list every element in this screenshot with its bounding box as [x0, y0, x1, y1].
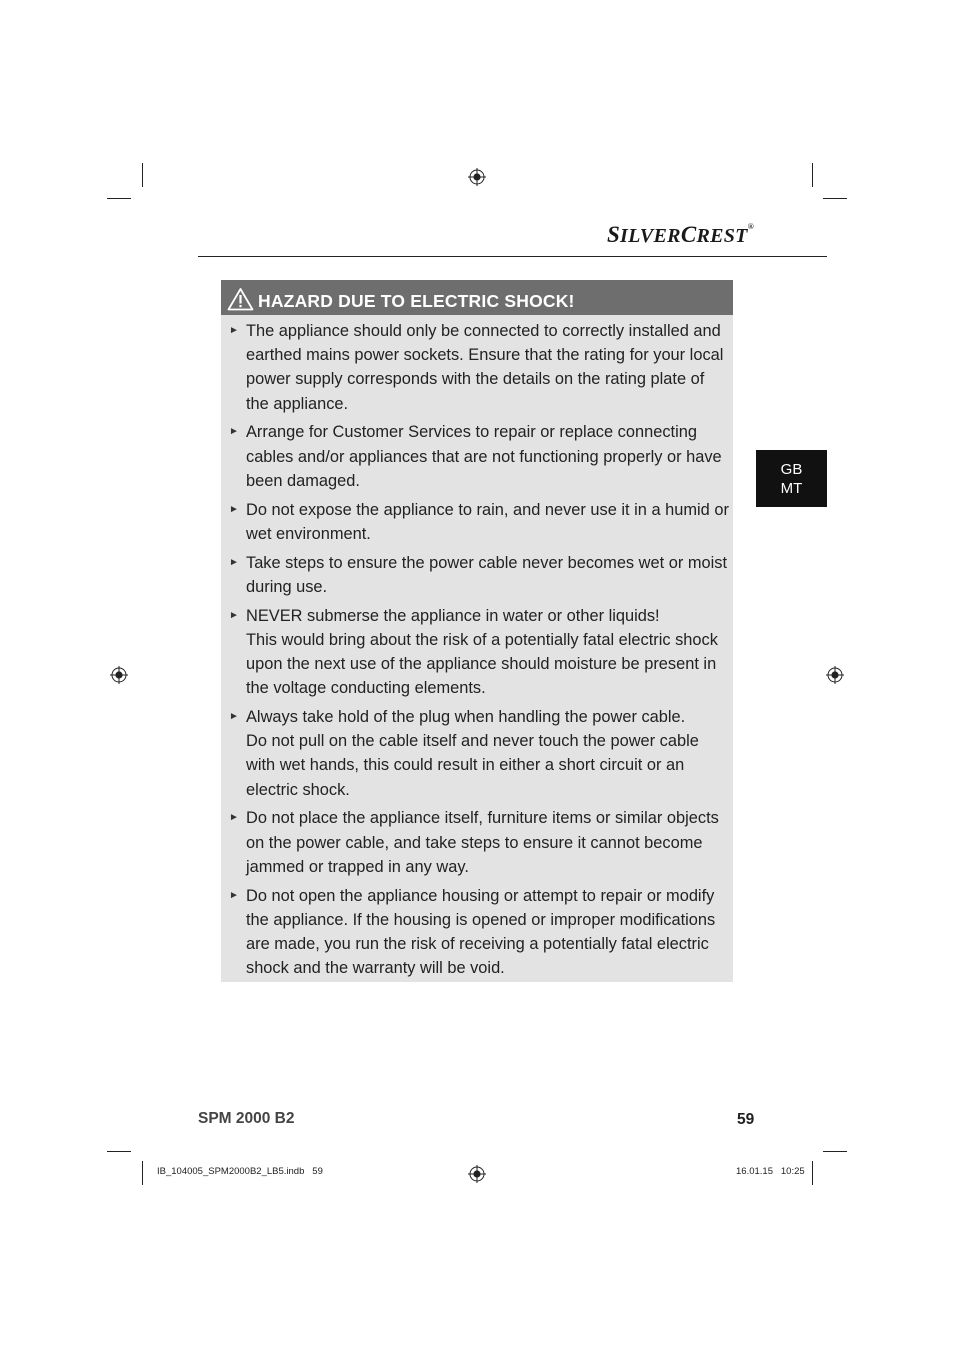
list-item: ► Do not open the appliance housing or attempt to repair or modify the appliance. If the housing is opened or improper modifications are made, you run the risk of receiving a potentially fatal electric shock and the warranty will be void. — [221, 884, 733, 981]
warning-list — [221, 315, 733, 980]
model-name: SPM 2000 B2 — [198, 1110, 295, 1127]
page-number: 59 — [737, 1111, 755, 1128]
arrow-bullet-icon: ► — [229, 609, 239, 621]
crop-mark — [823, 198, 847, 199]
list-item: ► Do not expose the appliance to rain, and never use it in a humid or wet environment. — [221, 498, 733, 546]
list-item: ► Take steps to ensure the power cable never becomes wet or moist during use. — [221, 551, 733, 599]
arrow-bullet-icon: ► — [229, 812, 239, 824]
crop-mark — [142, 163, 143, 187]
header-rule — [198, 256, 827, 257]
list-item: ► NEVER submerse the appliance in water or other liquids! This would bring about the risk of a potentially fatal electric shock upon the next use of the appliance should moisture be present in the voltage conducting elements. — [221, 604, 733, 701]
arrow-bullet-icon: ► — [229, 711, 239, 723]
arrow-bullet-icon: ► — [229, 503, 239, 515]
language-tab: GB MT — [756, 450, 827, 507]
crop-mark — [107, 198, 131, 199]
registration-mark-icon — [110, 666, 128, 684]
registration-mark-icon — [468, 1165, 486, 1183]
list-item: ► Do not place the appliance itself, furniture items or similar objects on the power cable, and take steps to ensure it cannot become jammed or trapped in any way. — [221, 806, 733, 879]
list-item: ► The appliance should only be connected to correctly installed and earthed mains power sockets. Ensure that the rating for your local power supply corresponds with the details on the rating plate of the appliance. — [221, 319, 733, 416]
crop-mark — [823, 1151, 847, 1152]
print-slug-file: IB_104005_SPM2000B2_LB5.indb 59 — [157, 1166, 323, 1177]
warning-header — [221, 280, 733, 315]
list-item: ► Always take hold of the plug when handling the power cable. Do not pull on the cable itself and never touch the power cable with wet hands, this could result in either a short circuit or an electric shock. — [221, 705, 733, 802]
warning-box — [221, 280, 733, 982]
crop-mark — [107, 1151, 131, 1152]
arrow-bullet-icon: ► — [229, 556, 239, 568]
list-item: ► Arrange for Customer Services to repair or replace connecting cables and/or appliances that are not functioning properly or have been damaged. — [221, 420, 733, 493]
arrow-bullet-icon: ► — [229, 325, 239, 336]
brand-logo: SILVERCREST® — [606, 222, 754, 247]
arrow-bullet-icon: ► — [229, 889, 239, 901]
crop-mark — [812, 163, 813, 187]
print-slug-date: 16.01.15 10:25 — [736, 1166, 805, 1177]
warning-title: HAZARD DUE TO ELECTRIC SHOCK! — [258, 291, 575, 311]
arrow-bullet-icon: ► — [229, 426, 239, 438]
registration-mark-icon — [826, 666, 844, 684]
crop-mark — [812, 1161, 813, 1185]
crop-mark — [142, 1161, 143, 1185]
warning-triangle-icon — [227, 287, 254, 311]
registration-mark-icon — [468, 168, 486, 186]
